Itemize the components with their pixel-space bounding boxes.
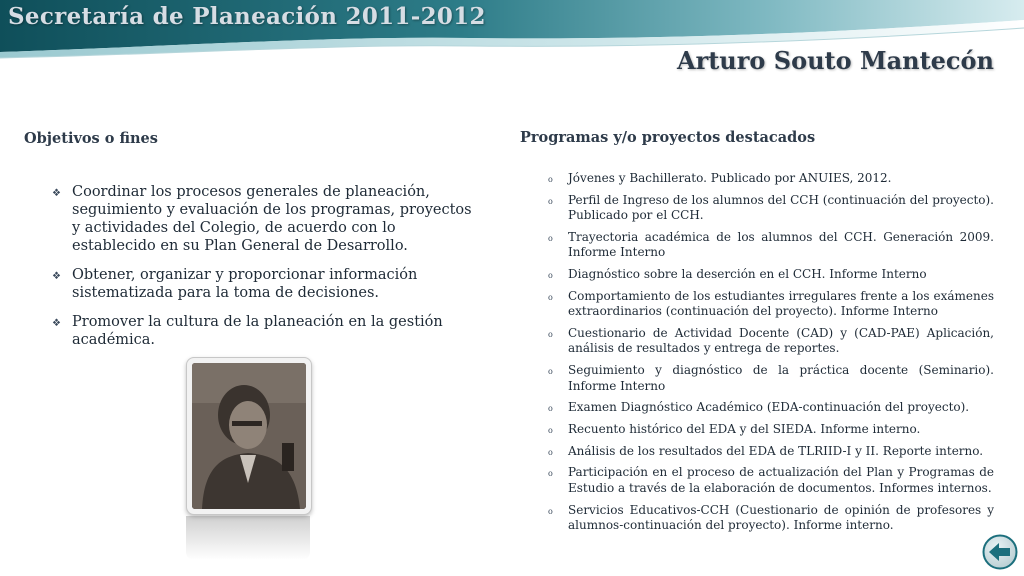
list-item [546, 422, 994, 438]
list-item [546, 444, 994, 460]
program-text: Servicios Educativos-CCH (Cuestionario de opinión de profesores y alumnos-continuación del proyecto). Informe interno. [568, 502, 994, 533]
objective-text: Coordinar los procesos generales de planeación, seguimiento y evaluación de los programas, proyectos y actividades del Colegio, de acuerdo con lo establecido en su Plan General de Desarrollo. [72, 184, 472, 254]
program-text: Comportamiento de los estudiantes irregulares frente a los exámenes extraordinarios (continuación del proyecto). Informe Interno [568, 288, 994, 319]
list-item [52, 266, 477, 302]
person-name: Arturo Souto Mantecón [676, 46, 994, 75]
circle-bullet-icon: o [548, 292, 553, 302]
list-item [546, 267, 994, 283]
diamond-bullet-icon: ❖ [52, 188, 61, 199]
circle-bullet-icon: o [548, 426, 553, 435]
circle-bullet-icon: o [548, 196, 553, 206]
circle-bullet-icon: o [548, 506, 553, 516]
programs-heading: Programas y/o proyectos destacados [520, 129, 816, 146]
program-text: Seguimiento y diagnóstico de la práctica docente (Seminario). Informe Interno [568, 363, 994, 393]
circle-bullet-icon: o [548, 233, 553, 243]
list-item [546, 193, 994, 224]
circle-bullet-icon: o [548, 404, 553, 414]
program-text: Perfil de Ingreso de los alumnos del CCH (continuación del proyecto). Publicado por el CCH. [568, 192, 994, 223]
portrait-image [192, 363, 306, 509]
portrait-reflection [186, 516, 310, 560]
program-text: Participación en el proceso de actualización del Plan y Programas de Estudio a través de la elaboración de documentos. Informes internos. [568, 465, 994, 495]
program-text: Cuestionario de Actividad Docente (CAD) y (CAD-PAE) Aplicación, análisis de resultados y entrega de reportes. [568, 325, 994, 356]
diamond-bullet-icon: ❖ [52, 318, 61, 329]
portrait-frame [186, 357, 312, 515]
program-text: Examen Diagnóstico Académico (EDA-continuación del proyecto). [568, 400, 970, 415]
circle-bullet-icon: o [548, 469, 553, 479]
program-text: Recuento histórico del EDA y del SIEDA. Informe interno. [568, 422, 921, 436]
circle-bullet-icon: o [548, 271, 553, 281]
list-item [546, 400, 994, 416]
program-text: Jóvenes y Bachillerato. Publicado por ANUIES, 2012. [568, 171, 892, 185]
portrait-photo [192, 363, 306, 509]
circle-bullet-icon: o [548, 175, 553, 184]
objectives-list [52, 183, 477, 360]
program-text: Análisis de los resultados del EDA de TLRIID-I y II. Reporte interno. [568, 443, 984, 458]
back-button[interactable] [982, 534, 1018, 570]
back-arrow-icon [982, 534, 1018, 570]
program-text: Diagnóstico sobre la deserción en el CCH. Informe Interno [568, 267, 927, 282]
header-title: Secretaría de Planeación 2011-2012 [8, 3, 486, 30]
diamond-bullet-icon: ❖ [52, 271, 61, 282]
objective-text: Promover la cultura de la planeación en la gestión académica. [72, 314, 443, 348]
list-item [546, 230, 994, 261]
list-item [52, 313, 477, 349]
list-item [546, 503, 994, 534]
list-item [546, 171, 994, 187]
programs-list [546, 171, 994, 540]
list-item [546, 289, 994, 320]
list-item [52, 183, 477, 255]
list-item [546, 465, 994, 496]
list-item [546, 326, 994, 357]
circle-bullet-icon: o [548, 329, 553, 339]
objective-text: Obtener, organizar y proporcionar información sistematizada para la toma de decisiones. [72, 267, 418, 301]
list-item [546, 363, 994, 394]
circle-bullet-icon: o [548, 447, 553, 457]
objectives-heading: Objetivos o fines [24, 130, 158, 147]
circle-bullet-icon: o [548, 367, 553, 377]
program-text: Trayectoria académica de los alumnos del CCH. Generación 2009. Informe Interno [568, 229, 994, 260]
